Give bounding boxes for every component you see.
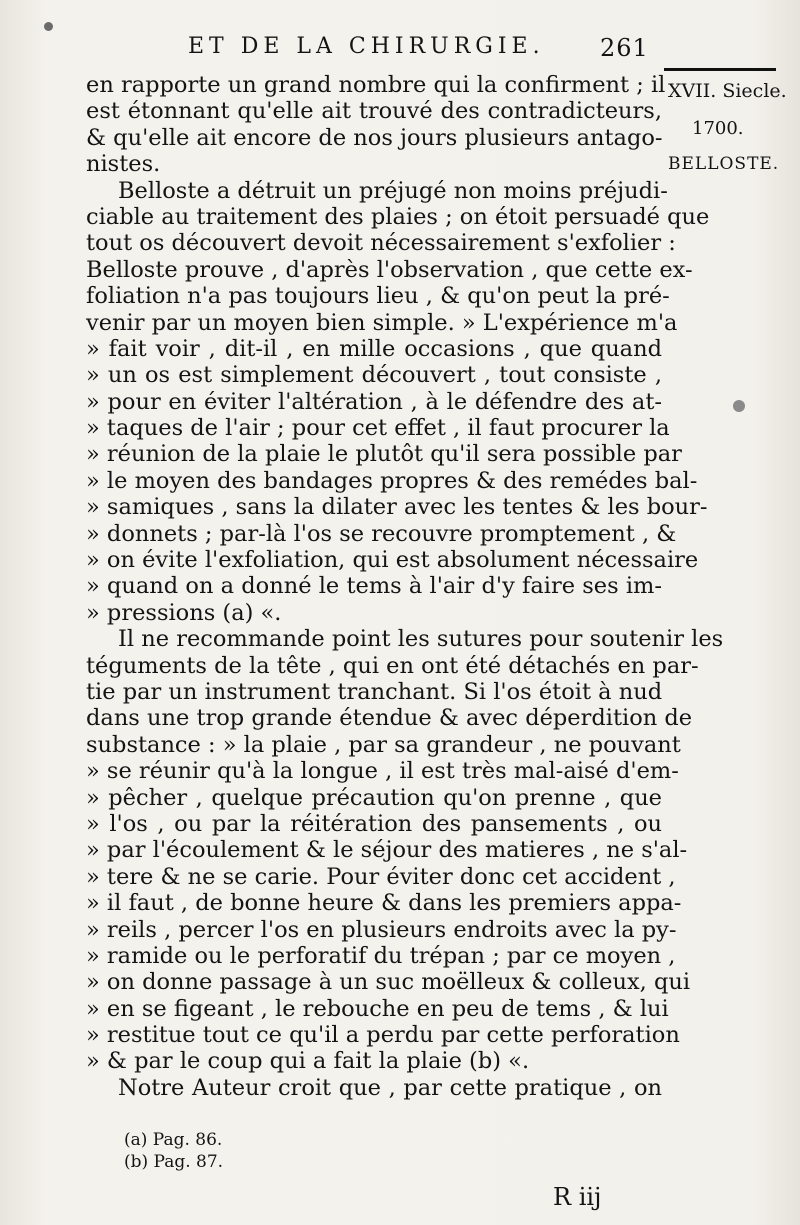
- footnote: (a) Pag. 86.: [124, 1130, 223, 1150]
- text-line: » réunion de la plaie le plutôt qu'il sera possible par: [86, 441, 682, 468]
- text-line: » fait voir , dit-il , en mille occasions , que quand: [86, 335, 662, 362]
- text-line: » pêcher , quelque précaution qu'on prenne , que: [86, 784, 662, 811]
- footnote: (b) Pag. 87.: [124, 1152, 224, 1172]
- text-line: dans une trop grande étendue & avec déperdition de: [86, 705, 693, 732]
- text-line: » se réunir qu'à la longue , il est très mal-aisé d'em-: [86, 758, 679, 785]
- signature-mark: R iij: [553, 1183, 602, 1211]
- text-line: » il faut , de bonne heure & dans les premiers appa-: [86, 890, 682, 917]
- ink-spot: [44, 22, 53, 31]
- text-line: tout os découvert devoit nécessairement s'exfolier :: [86, 230, 676, 257]
- text-line: » quand on a donné le tems à l'air d'y faire ses im-: [86, 573, 662, 600]
- text-line: » reils , percer l'os en plusieurs endroits avec la py-: [86, 916, 677, 943]
- text-line: » le moyen des bandages propres & des remédes bal-: [86, 467, 698, 494]
- text-line: » pressions (a) «.: [86, 599, 282, 626]
- text-line: » ramide ou le perforatif du trépan ; par ce moyen ,: [86, 942, 676, 969]
- page-number: 261: [600, 34, 649, 62]
- text-line: téguments de la tête , qui en ont été détachés en par-: [86, 652, 699, 679]
- text-line: foliation n'a pas toujours lieu , & qu'on peut la pré-: [86, 283, 670, 310]
- text-line: » pour en éviter l'altération , à le défendre des at-: [86, 388, 662, 415]
- text-line: ciable au traitement des plaies ; on étoit persuadé que: [86, 203, 710, 230]
- text-line: » taques de l'air ; pour cet effet , il faut procurer la: [86, 415, 670, 442]
- text-line: » l'os , ou par la réitération des pansements , ou: [86, 810, 662, 837]
- text-line: substance : » la plaie , par sa grandeur , ne pouvant: [86, 731, 681, 758]
- text-line: » un os est simplement découvert , tout consiste ,: [86, 362, 662, 389]
- text-line: » restitue tout ce qu'il a perdu par cette perforation: [86, 1022, 680, 1049]
- text-line: & qu'elle ait encore de nos jours plusieurs antago-: [86, 124, 663, 151]
- text-line: » en se figeant , le rebouche en peu de tems , & lui: [86, 995, 669, 1022]
- footnotes: [124, 1129, 223, 1173]
- text-line: » samiques , sans la dilater avec les tentes & les bour-: [86, 494, 708, 521]
- text-line: venir par un moyen bien simple. » L'expérience m'a: [86, 309, 678, 336]
- text-line: » on donne passage à un suc moëlleux & colleux, qui: [86, 969, 691, 996]
- text-line: est étonnant qu'elle ait trouvé des contradicteurs,: [86, 98, 662, 125]
- text-line: en rapporte un grand nombre qui la confirment ; il: [86, 72, 666, 98]
- text-line: tie par un instrument tranchant. Si l'os étoit à nud: [86, 678, 663, 705]
- margin-century: XVII. Siecle.: [668, 80, 787, 102]
- text-line: Il ne recommande point les sutures pour soutenir les: [118, 626, 724, 653]
- text-line: » donnets ; par-là l'os se recouvre promptement , &: [86, 520, 677, 547]
- text-line: Notre Auteur croit que , par cette pratique , on: [118, 1074, 662, 1101]
- text-line: Belloste a détruit un préjugé non moins préjudi-: [118, 177, 668, 204]
- margin-year: 1700.: [692, 118, 744, 139]
- text-line: Belloste prouve , d'après l'observation , que cette ex-: [86, 256, 693, 283]
- margin-author: BELLOSTE.: [668, 154, 780, 174]
- running-title: ET DE LA CHIRURGIE.: [188, 34, 545, 59]
- text-line: » & par le coup qui a fait la plaie (b) «.: [86, 1048, 530, 1075]
- text-line: nistes.: [86, 151, 161, 178]
- text-line: » par l'écoulement & le séjour des matieres , ne s'al-: [86, 837, 688, 864]
- margin-rule: [664, 68, 776, 71]
- text-line: » on évite l'exfoliation, qui est absolument nécessaire: [86, 547, 699, 574]
- text-line: » tere & ne se carie. Pour éviter donc cet accident ,: [86, 863, 676, 890]
- ink-spot: [733, 400, 745, 412]
